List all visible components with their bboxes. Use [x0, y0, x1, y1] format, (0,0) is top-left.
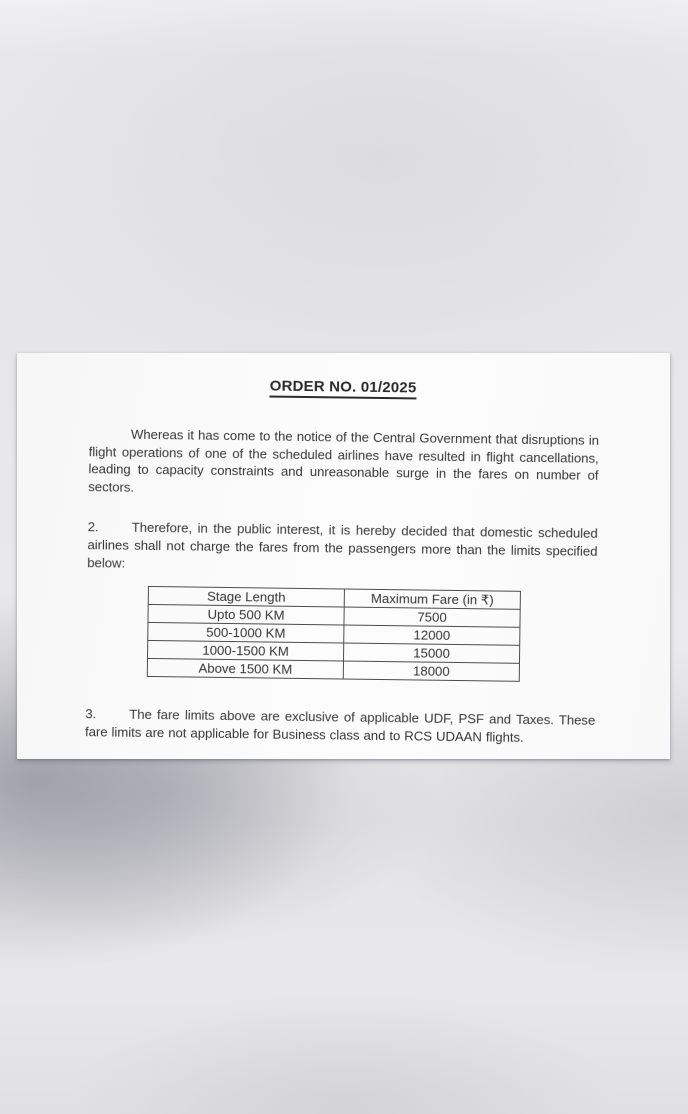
paragraph-2-text: Therefore, in the public interest, it is hereby decided that domestic scheduled airlines shall not charge the fares from the passengers more than the limits specified below: — [87, 520, 598, 571]
max-fare-cell: 18000 — [343, 661, 519, 681]
paragraph-2-number: 2. — [87, 519, 99, 535]
fare-limits-table — [147, 586, 521, 682]
paragraph-3-text: The fare limits above are exclusive of applicable UDF, PSF and Taxes. These fare limits are not applicable for Business class and to RCS UDAAN flights. — [84, 706, 596, 745]
paragraph-3-number: 3. — [85, 706, 97, 722]
header-stage-length: Stage Length — [148, 587, 344, 608]
paragraph-2 — [87, 519, 598, 578]
stage-length-cell: Upto 500 KM — [148, 605, 344, 626]
document-page — [17, 353, 670, 759]
order-title — [17, 374, 670, 400]
stage-length-cell: Above 1500 KM — [147, 659, 343, 680]
paragraph-3 — [85, 705, 595, 747]
max-fare-cell: 15000 — [343, 643, 519, 663]
stage-length-cell: 1000-1500 KM — [148, 641, 344, 662]
max-fare-cell: 7500 — [344, 607, 520, 627]
header-maximum-fare: Maximum Fare (in ₹) — [344, 589, 520, 609]
table-row — [147, 659, 519, 682]
paragraph-preamble: Whereas it has come to the notice of the Central Government that disruptions in flight operations of one of the scheduled airlines have resulted in flight cancellations, leading to capacity constraints and unreasonable surge in the fares on number of sectors. — [88, 426, 599, 495]
document-content — [17, 353, 670, 759]
stage-length-cell: 500-1000 KM — [148, 623, 344, 644]
order-title-text: ORDER NO. 01/2025 — [270, 378, 417, 400]
max-fare-cell: 12000 — [344, 625, 520, 645]
